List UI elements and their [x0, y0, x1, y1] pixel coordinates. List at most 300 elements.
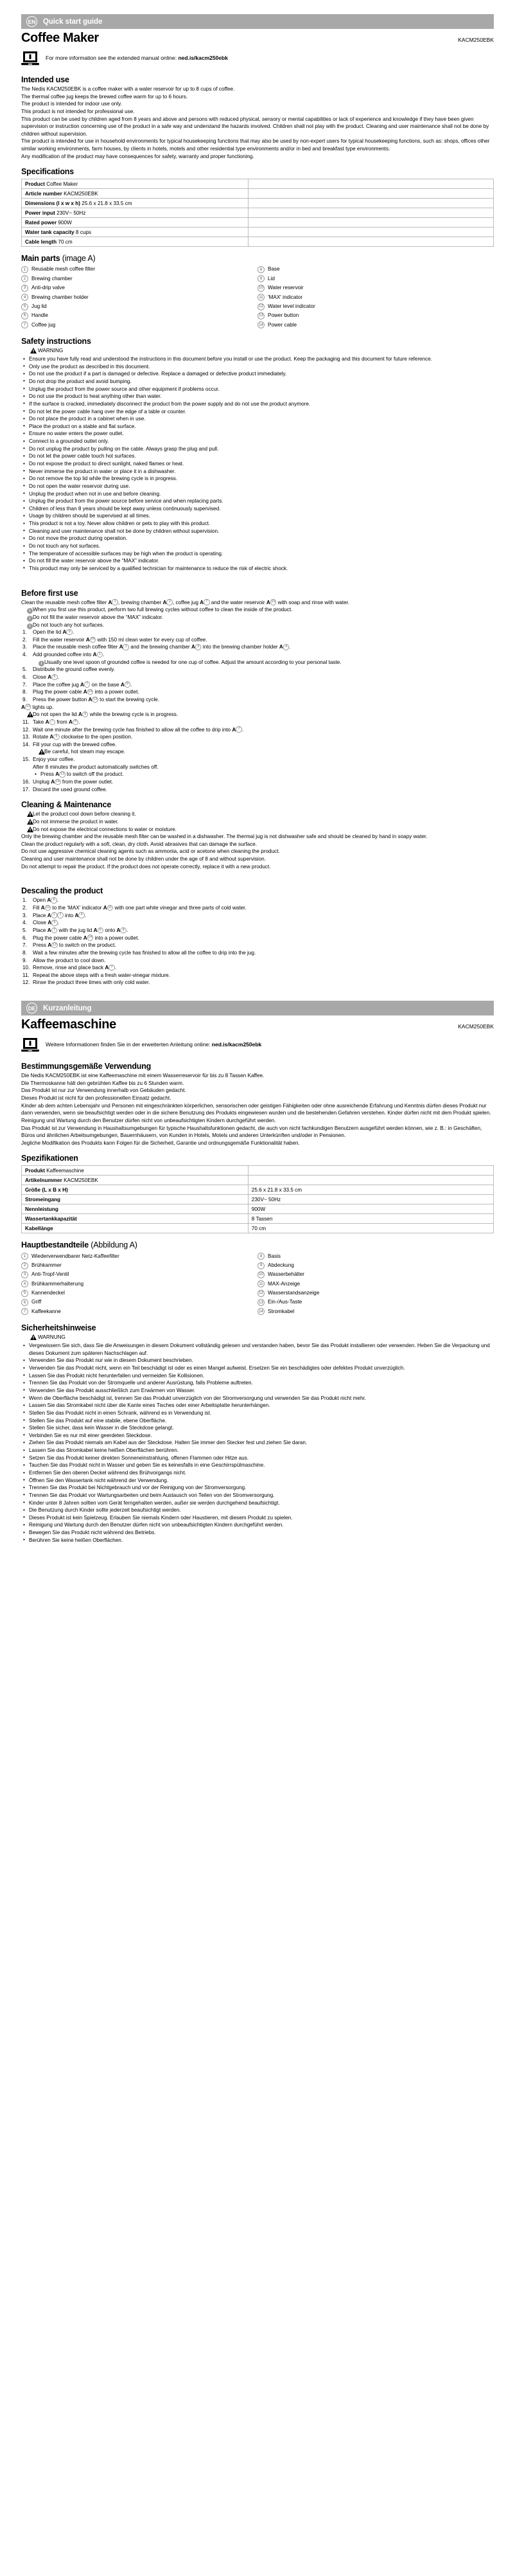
list-item: Wait one minute after the brewing cycle has finished to allow all the coffee to drip into A 7 . — [33, 726, 244, 733]
warning-triangle-icon — [30, 1334, 37, 1340]
safety-bullet-list-de — [21, 1342, 494, 1544]
list-item: • Do not let the power cable touch hot surfaces. — [21, 452, 494, 460]
language-section-de — [21, 1001, 494, 1544]
table-row — [22, 179, 494, 189]
table-row — [22, 1224, 494, 1233]
specifications-tbody-en — [22, 179, 494, 247]
warning-triangle-icon — [27, 827, 33, 835]
list-item: Distribute the ground coffee evenly. — [33, 666, 116, 673]
bfu-intro-part2: , brewing chamber — [118, 599, 163, 605]
list-item — [258, 321, 494, 330]
part-label: Anti-drip valve — [31, 285, 65, 291]
note-text: Do not immerse the product in water. — [33, 818, 119, 825]
spec-label: Power input — [25, 210, 55, 216]
list-item — [21, 311, 258, 320]
part-label: Lid — [268, 275, 275, 282]
warning-note: Do not open the lid A 9 while the brewing cycle is in progress. — [21, 711, 494, 719]
part-number: 6 — [21, 1299, 28, 1306]
warning-label-de: WARNUNG — [38, 1334, 65, 1341]
spec-value — [248, 1166, 493, 1176]
part-label: Jug lid — [31, 303, 47, 309]
intended-use-p7-de: Jegliche Modifikation des Produkts kann Folgen für die Sicherheit, Garantie und ordnungsgemäße Funktionalität haben. — [21, 1140, 300, 1146]
main-parts-list-en — [21, 265, 494, 330]
list-item — [21, 1261, 258, 1270]
part-label: Kaffeekanne — [31, 1308, 61, 1314]
heading-safety-de: Sicherheitshinweise — [21, 1323, 96, 1333]
before-first-use-intro-en: Clean the reusable mesh coffee filter A 1 , brewing chamber A 2 , coffee jug A 7 and the water reservoir A 10 with soap and rinse with water. — [21, 599, 350, 605]
heading-main-parts-en — [21, 254, 494, 263]
part-number: 11 — [258, 294, 265, 301]
info-icon: i — [39, 659, 44, 667]
part-number: 3 — [21, 285, 28, 292]
list-item — [258, 1270, 494, 1279]
online-manual-url-en: ned.is/kacm250ebk — [178, 55, 228, 61]
online-manual-row-en — [21, 51, 494, 66]
spec-value — [248, 1176, 493, 1185]
main-parts-column-left-en — [21, 265, 258, 330]
safety-bullet-list-en — [21, 355, 494, 573]
list-item: • Tauchen Sie das Produkt nicht in Wasser und geben Sie es keinesfalls in eine Geschirrspülmaschine. — [21, 1462, 494, 1469]
spec-label: Kabellänge — [25, 1225, 53, 1231]
spec-inline-value: 25.6 x 21.8 x 33.5 cm — [82, 200, 132, 206]
part-label: Kannendeckel — [31, 1290, 65, 1296]
spec-inline-value: KACM250EBK — [64, 1177, 98, 1183]
list-item: Plug the power cable A 14 into a power outlet. — [33, 689, 139, 695]
spacer — [21, 870, 494, 879]
spec-label: Nennleistung — [25, 1206, 58, 1212]
document-title-row-de — [21, 1017, 494, 1032]
part-number: 11 — [258, 1280, 265, 1287]
part-number: 12 — [258, 1290, 265, 1297]
spec-inline-value: 900W — [58, 219, 72, 226]
warning-note — [21, 826, 494, 834]
spec-value: 8 Tassen — [248, 1214, 493, 1224]
document-title-row-en — [21, 31, 494, 46]
intended-use-p1-de: Die Nedis KACM250EBK ist eine Kaffeemaschine mit einem Wasserreservoir für bis zu 8 Tassen Kaffee. — [21, 1073, 265, 1079]
spec-label: Produkt — [25, 1167, 45, 1174]
list-item: • Bewegen Sie das Produkt nicht während des Betriebs. — [21, 1529, 494, 1537]
list-item — [258, 283, 494, 292]
list-item: Press A 13 to switch on the product. — [33, 942, 116, 949]
list-item: Plug the power cable A 14 into a power outlet. — [33, 935, 139, 941]
spec-value — [248, 179, 493, 189]
list-item — [258, 302, 494, 311]
list-item: • Reinigung und Wartung durch den Benutzer dürfen nicht von unbeaufsichtigten Kindern durchgeführt werden. — [21, 1521, 494, 1529]
list-item — [21, 274, 258, 283]
table-row — [22, 218, 494, 228]
intended-use-p2-en: The thermal coffee jug keeps the brewed coffee warm for up to 6 hours. — [21, 93, 188, 100]
list-item: • Verwenden Sie das Produkt ausschließlich zum Erwärmen von Wasser. — [21, 1387, 494, 1395]
list-item: • Do not move the product during operation. — [21, 535, 494, 542]
lights-up-line-en: A 13 lights up. Do not open the lid A 9 while the brewing cycle is in progress. — [21, 704, 494, 719]
list-item: • Stellen Sie das Produkt auf eine stabile, ebene Oberfläche. — [21, 1417, 494, 1425]
note-text: Usually one level spoon of grounded coffee is needed for one cup of coffee. Adjust the amount according to your personal taste. — [44, 659, 342, 665]
heading-specifications-en: Specifications — [21, 167, 74, 177]
online-manual-row-de — [21, 1037, 494, 1053]
part-label: Brühkammer — [31, 1262, 62, 1268]
spec-label: Größe (L x B x H) — [25, 1186, 68, 1193]
intended-use-p1-en: The Nedis KACM250EBK is a coffee maker with a water reservoir for up to 8 cups of coffee. — [21, 86, 235, 92]
before-first-use-steps-en — [21, 629, 494, 793]
list-item — [258, 265, 494, 274]
table-row — [22, 1176, 494, 1185]
list-item: • Kinder unter 8 Jahren sollten vom Gerät ferngehalten werden, außer sie werden durchgehend beaufsichtigt. — [21, 1499, 494, 1507]
cleaning-p4-en: Cleaning and user maintenance shall not be done by children under the age of 8 and without supervision. — [21, 856, 266, 863]
spec-inline-value: Kaffeemaschine — [46, 1167, 84, 1174]
list-item — [258, 1307, 494, 1316]
list-item: • Die Benutzung durch Kinder sollte jederzeit beaufsichtigt werden. — [21, 1507, 494, 1514]
list-item: Take A 7 from A 8 . — [33, 719, 80, 725]
online-manual-url-de: ned.is/kacm250ebk — [211, 1041, 262, 1048]
heading-descaling-en: Descaling the product — [21, 886, 103, 896]
language-code-badge-en: EN — [26, 16, 37, 27]
list-item: Press the power button A 13 to start the brewing cycle. — [33, 696, 160, 702]
list-item: • Do not open the water reservoir during use. — [21, 483, 494, 490]
online-manual-prefix-de: Weitere Informationen finden Sie in der erweiterten Anleitung online: — [46, 1041, 212, 1048]
intended-use-p7-en: Any modification of the product may have consequences for safety, warranty and proper functioning. — [21, 153, 254, 159]
online-manual-text-en — [46, 51, 228, 62]
article-number-en: KACM250EBK — [458, 37, 494, 43]
part-number: 7 — [21, 321, 28, 328]
list-item — [21, 1251, 258, 1260]
list-item: • Usage by children should be supervised at all times. — [21, 512, 494, 520]
list-item: • Öffnen Sie den Wassertank nicht während der Verwendung. — [21, 1477, 494, 1485]
list-item: • Unplug the product from the power source before service and when replacing parts. — [21, 497, 494, 505]
spec-label: Product — [25, 181, 45, 187]
part-number: 8 — [258, 266, 265, 273]
list-item — [258, 311, 494, 320]
spacer — [21, 573, 494, 582]
warning-header-de — [30, 1334, 494, 1340]
list-item: • This product may only be serviced by a qualified technician for maintenance to reduce the risk of electric shock. — [21, 565, 494, 573]
list-item — [21, 1307, 258, 1316]
part-number: 4 — [21, 1280, 28, 1287]
note-text: Do not fill the water reservoir above the “MAX” indicator. — [33, 614, 163, 620]
spec-label: Cable length — [25, 238, 57, 245]
spec-value — [248, 199, 493, 208]
info-icon: i — [27, 614, 33, 622]
list-item — [21, 321, 258, 330]
main-parts-column-right-de — [258, 1251, 494, 1316]
table-row — [22, 1166, 494, 1176]
note-text: Do not expose the electrical connections to water or moisture. — [33, 826, 177, 832]
spec-inline-value: 70 cm — [58, 238, 73, 245]
list-item: • Connect to a grounded outlet only. — [21, 438, 494, 445]
table-row — [22, 228, 494, 237]
intended-use-p5-de: Kinder ab dem achten Lebensjahr und Personen mit eingeschränkten körperlichen, sensorischen oder geistigen Fähigkeiten oder ohne ausreichende Erfahrung und Kenntnis dürfen dieses Produkt nur dann verwenden, wenn sie beaufsichtigt werden oder in die sichere Benutzung des Produkts eingewiesen wurden und die bestehenden Gefahren verstehen. Kinder dürfen nicht mit dem Produkt spielen. Reinigung und Wartung durch den Benutzer dürfen nicht von unbeaufsichtigten Kindern durchgeführt werden. — [21, 1102, 491, 1123]
language-section-en — [21, 14, 494, 987]
info-note — [21, 622, 494, 629]
spec-value: 70 cm — [248, 1224, 493, 1233]
list-item: • Do not use the product if a part is damaged or defective. Replace a damaged or defective product immediately. — [21, 370, 494, 378]
list-item: • Entfernen Sie den oberen Deckel während des Brühvorgangs nicht. — [21, 1469, 494, 1477]
list-item — [258, 1289, 494, 1298]
list-item: Place the coffee jug A 7 on the base A 8 . — [33, 681, 132, 688]
list-item: • Trennen Sie das Produkt bei Nichtgebrauch und vor der Reinigung von der Stromversorgung. — [21, 1484, 494, 1492]
heading-specifications-de: Spezifikationen — [21, 1154, 78, 1163]
intended-use-p2-de: Die Thermoskanne hält den gebrühten Kaffee bis zu 6 Stunden warm. — [21, 1080, 184, 1086]
list-item: • Wenn die Oberfläche beschädigt ist, trennen Sie das Produkt unverzüglich von der Stromversorgung und verwenden Sie das Produkt nicht mehr. — [21, 1395, 494, 1402]
bfu-intro-part5: with soap and rinse with water. — [276, 599, 350, 605]
laptop-manual-icon — [21, 51, 39, 66]
list-item — [21, 265, 258, 274]
part-label: Ein-/Aus-Taste — [268, 1299, 302, 1305]
article-number-de: KACM250EBK — [458, 1023, 494, 1030]
part-number: 8 — [258, 1253, 265, 1260]
specifications-tbody-de — [22, 1166, 494, 1233]
intended-use-p6-de: Das Produkt ist zur Verwendung in Haushaltsumgebungen für typische Haushaltsfunktionen gedacht, die auch von nicht fachkundigen Benutzern ausgeführt werden können, wie z. B.: in Geschäften, Büros und ähnlichen Arbeitsumgebungen, Bauernhäusern, von Kunden in Hotels, Motels und anderen Unterkünften und/oder in Pensionen. — [21, 1125, 482, 1139]
guide-type-title-en: Quick start guide — [43, 17, 103, 26]
list-item: • Stellen Sie das Produkt nicht in einen Schrank, während es in Verwendung ist. — [21, 1409, 494, 1417]
guide-type-title-de: Kurzanleitung — [43, 1004, 92, 1012]
list-item: • Do not drop the product and avoid bumping. — [21, 378, 494, 386]
warning-note — [33, 748, 494, 756]
list-item: Open A 9 . — [33, 897, 59, 904]
part-label: Abdeckung — [268, 1262, 294, 1268]
part-label: Wiederverwendbarer Netz-Kaffeefilter — [31, 1253, 119, 1259]
cleaning-p1-en: Only the brewing chamber and the reusable mesh filter can be washed in a dishwasher. The thermal jug is not dishwasher safe and should be cleaned by hand in soapy water. — [21, 834, 428, 840]
part-label: Handle — [31, 312, 48, 319]
table-row — [22, 1204, 494, 1214]
table-row — [22, 1195, 494, 1204]
list-item: • Do not expose the product to direct sunlight, naked flames or heat. — [21, 460, 494, 468]
part-number: 6 — [21, 312, 28, 319]
list-item: • Verwenden Sie das Produkt nur wie in diesem Dokument beschrieben. — [21, 1357, 494, 1364]
cleaning-p2-en: Clean the product regularly with a soft, clean, dry cloth. Avoid abrasives that can damage the surface. — [21, 841, 258, 847]
spec-inline-value: 8 cups — [75, 229, 92, 235]
note-text: Be careful, hot steam may escape. — [44, 749, 126, 755]
auto-off-line-en: After 8 minutes the product automatically switches off. — [33, 764, 159, 770]
part-label: Brewing chamber holder — [31, 294, 89, 300]
spec-label: Article number — [25, 190, 62, 197]
bfu-intro-part3: , coffee jug — [172, 599, 200, 605]
list-item: • Place the product on a stable and flat surface. — [21, 423, 494, 431]
part-label: Stromkabel — [268, 1308, 295, 1314]
list-item: • Lassen Sie das Stromkabel keine heißen Oberflächen berühren. — [21, 1447, 494, 1454]
list-item: • Do not fill the water reservoir above the “MAX” indicator. — [21, 557, 494, 565]
list-item: Repeat the above steps with a fresh water-vinegar mixture. — [33, 972, 170, 978]
part-label: Coffee jug — [31, 321, 56, 328]
part-number: 7 — [21, 1308, 28, 1315]
part-number: 12 — [258, 303, 265, 310]
part-label: Brühkammerhalterung — [31, 1280, 84, 1287]
intended-use-p3-de: Das Produkt ist nur zur Verwendung innerhalb von Gebäuden gedacht. — [21, 1087, 186, 1094]
spec-value — [248, 237, 493, 247]
spec-value: 25.6 x 21.8 x 33.5 cm — [248, 1185, 493, 1195]
language-banner-en — [21, 14, 494, 29]
warning-note — [21, 818, 494, 826]
list-item: • Cleaning and user maintenance shall not be done by children without supervision. — [21, 528, 494, 535]
part-number: 13 — [258, 1299, 265, 1306]
list-item: Discard the used ground coffee. — [33, 786, 107, 792]
online-manual-prefix-en: For more information see the extended manual online: — [46, 55, 179, 61]
press-off-list-en — [33, 771, 494, 778]
warning-label-en: WARNING — [38, 348, 64, 354]
heading-before-first-use-en: Before first use — [21, 588, 78, 598]
list-item: Allow the product to cool down. — [33, 957, 106, 963]
page-title-de: Kaffeemaschine — [21, 1017, 116, 1032]
part-number: 2 — [21, 1262, 28, 1269]
language-code-badge-de: DE — [26, 1003, 37, 1014]
list-item: • Trennen Sie das Produkt vor Wartungsarbeiten und beim Austausch von Teilen von der Stromversorgung. — [21, 1492, 494, 1499]
list-item: Close A 9 . — [33, 674, 59, 681]
spec-inline-value: 230V~ 50Hz — [57, 210, 86, 216]
part-number: 1 — [21, 266, 28, 273]
spec-value — [248, 228, 493, 237]
list-item: Rotate A 5 clockwise to the open position. — [33, 734, 133, 740]
info-icon: i — [27, 622, 33, 630]
part-number: 14 — [258, 1308, 265, 1315]
part-label: Anti-Tropf-Ventil — [31, 1271, 69, 1278]
list-item — [21, 302, 258, 311]
list-item — [21, 293, 258, 302]
part-label: Griff — [31, 1299, 42, 1305]
spec-value — [248, 218, 493, 228]
list-item: • Do not place the product in a cabinet when in use. — [21, 415, 494, 423]
list-item: • Stellen Sie sicher, dass kein Wasser in die Steckdose gelangt. — [21, 1424, 494, 1432]
list-item: • The temperature of accessible surfaces may be high when the product is operating. — [21, 550, 494, 558]
list-item: • This product is not a toy. Never allow children or pets to play with this product. — [21, 520, 494, 528]
info-note — [21, 614, 494, 622]
list-item — [21, 1289, 258, 1298]
part-label: Water level indicator — [268, 303, 315, 309]
bfu-intro-part4: and the water reservoir — [209, 599, 266, 605]
list-item: Close A 9 . — [33, 920, 59, 926]
main-parts-heading-text-de: Hauptbestandteile — [21, 1240, 89, 1250]
list-item: • Ensure you have fully read and understood the instructions in this document before you install or use the product. Keep the packaging and this document for future reference. — [21, 355, 494, 363]
bfu-intro-part1: Clean the reusable mesh coffee filter — [21, 599, 109, 605]
specifications-table-en — [21, 179, 494, 247]
list-item: • Vergewissern Sie sich, dass Sie die Anweisungen in diesem Dokument vollständig gelesen und verstanden haben, bevor Sie das Produkt installieren oder verwenden. Heben Sie die Verpackung und dieses Dokument zum späteren Nachschlagen auf. — [21, 1342, 494, 1357]
page-title-en: Coffee Maker — [21, 31, 99, 45]
spec-value — [248, 208, 493, 218]
language-banner-de — [21, 1001, 494, 1015]
info-note — [33, 659, 494, 666]
list-item: • Children of less than 8 years should be kept away unless continuously supervised. — [21, 505, 494, 513]
warning-triangle-icon — [30, 348, 37, 353]
list-item: • Dieses Produkt ist kein Spielzeug. Erlauben Sie niemals Kindern oder Haustieren, mit diesem Produkt zu spielen. — [21, 1514, 494, 1522]
main-parts-image-ref-de: (Abbildung A) — [91, 1240, 137, 1250]
list-item: • Do not touch any hot surfaces. — [21, 542, 494, 550]
heading-cleaning-en: Cleaning & Maintenance — [21, 800, 112, 810]
part-label: Water reservoir — [268, 285, 304, 291]
list-item — [258, 293, 494, 302]
list-item — [258, 1298, 494, 1307]
list-item: • Do not unplug the product by pulling on the cable. Always grasp the plug and pull. — [21, 445, 494, 453]
intended-use-p4-en: This product is not intended for professional use. — [21, 108, 135, 114]
part-number: 10 — [258, 285, 265, 292]
main-parts-heading-text-en: Main parts — [21, 254, 60, 264]
list-item: Fill A 10 to the ‘MAX’ indicator A 11 with one part white vinegar and three parts of cold water. — [33, 905, 247, 911]
list-item: • Never immerse the product in water or place it in a dishwasher. — [21, 468, 494, 476]
main-parts-column-left-de — [21, 1251, 258, 1316]
part-number: 1 — [21, 1253, 28, 1260]
list-item: Place the reusable mesh coffee filter A 1 and the brewing chamber A 3 into the brewing chamber holder A 4 . — [33, 644, 291, 650]
spec-value — [248, 189, 493, 199]
list-item — [21, 1280, 258, 1289]
spec-value: 230V~ 50Hz — [248, 1195, 493, 1204]
descaling-steps-en — [21, 897, 494, 987]
list-item — [258, 1251, 494, 1260]
list-item — [258, 1261, 494, 1270]
part-label: Wasserbehälter — [268, 1271, 305, 1278]
list-item: Enjoy your coffee. After 8 minutes the product automatically switches off. • Press A 13 to switch off the product. — [21, 756, 494, 778]
list-item: Place A 7 with the jug lid A 5 onto A 8 . — [33, 927, 128, 933]
list-item: • Lassen Sie das Stromkabel nicht über die Kante eines Tisches oder einer Arbeitsplatte herunterhängen. — [21, 1402, 494, 1409]
intended-use-p3-en: The product is intended for indoor use only. — [21, 101, 122, 107]
list-item: • Unplug the product when not in use and before cleaning. — [21, 490, 494, 498]
table-row — [22, 208, 494, 218]
list-item: • Setzen Sie das Produkt keiner direkten Sonneneinstrahlung, offenen Flammen oder Hitze aus. — [21, 1454, 494, 1462]
spec-label: Rated power — [25, 219, 57, 226]
heading-main-parts-de — [21, 1240, 494, 1249]
list-item: • Ensure no water enters the power outlet. — [21, 430, 494, 438]
note-text: Do not touch any hot surfaces. — [33, 622, 105, 628]
list-item: Fill the water reservoir A 10 with 150 ml clean water for every cup of coffee. — [33, 636, 207, 643]
list-item: • Lassen Sie das Produkt nicht herunterfallen und vermeiden Sie Kollisionen. — [21, 1372, 494, 1380]
part-number: 10 — [258, 1271, 265, 1278]
part-number: 2 — [21, 275, 28, 282]
warning-note — [21, 810, 494, 818]
cleaning-p5-en: Do not attempt to repair the product. If the product does not operate correctly, replace it with a new product. — [21, 863, 271, 870]
spec-label: Dimensions (l x w x h) — [25, 200, 80, 206]
list-item — [258, 274, 494, 283]
part-number: 3 — [21, 1271, 28, 1278]
list-item — [21, 1298, 258, 1307]
part-label: Brewing chamber — [31, 275, 73, 282]
part-label: Power button — [268, 312, 299, 319]
part-number: 9 — [258, 275, 265, 282]
list-item: • If the surface is cracked, immediately disconnect the product from the power supply and do not use the product anymore. — [21, 400, 494, 408]
list-item: • Do not remove the top lid while the brewing cycle is in progress. — [21, 475, 494, 483]
warning-header-en — [30, 348, 494, 353]
part-number: 14 — [258, 321, 265, 328]
part-number: 13 — [258, 312, 265, 319]
part-number: 5 — [21, 303, 28, 310]
list-item: • Do not let the power cable hang over the edge of a table or counter. — [21, 408, 494, 416]
spacer — [21, 987, 494, 1001]
specifications-table-de — [21, 1165, 494, 1233]
list-item: Fill your cup with the brewed coffee. Be careful, hot steam may escape. — [21, 741, 494, 756]
spec-inline-value: KACM250EBK — [64, 190, 98, 197]
heading-intended-use-en: Intended use — [21, 75, 69, 84]
part-label: Base — [268, 266, 280, 273]
main-parts-image-ref-en: (image A) — [62, 254, 96, 264]
part-label: Wasserstandsanzeige — [268, 1290, 320, 1296]
table-row — [22, 189, 494, 199]
laptop-manual-icon — [21, 1037, 39, 1053]
list-item: Place A 1 2 into A 4 . — [33, 912, 87, 918]
spec-inline-value: Coffee Maker — [46, 181, 78, 187]
part-number: 9 — [258, 1262, 265, 1269]
heading-safety-en: Safety instructions — [21, 337, 91, 346]
intended-use-p5-en: This product can be used by children aged from 8 years and above and persons with reduced physical, sensory or mental capabilities or lack of experience and knowledge if they have been given supervision or instruction concerning use of the product in a safe way and understand the hazards involved. Children shall not play with the product. Cleaning and user maintenance shall not be done by children without supervision. — [21, 116, 489, 137]
note-text: When you first use this product, perform two full brewing cycles without coffee to clean the inside of the product. — [33, 607, 293, 613]
part-label: Reusable mesh coffee filter — [31, 266, 96, 273]
table-row — [22, 237, 494, 247]
list-item — [21, 283, 258, 292]
list-item: Unplug A 14 from the power outlet. — [33, 778, 114, 785]
list-item: Remove, rinse and place back A 7 . — [33, 965, 117, 971]
note-text: Let the product cool down before cleaning it. — [33, 811, 136, 818]
list-item: Rinse the product three times with only cold water. — [33, 979, 150, 986]
list-item: • Trennen Sie das Produkt von der Stromquelle und anderer Ausrüstung, falls Probleme auftreten. — [21, 1379, 494, 1387]
part-number: 5 — [21, 1290, 28, 1297]
list-item: • Unplug the product from the power source and other equipment if problems occur. — [21, 386, 494, 393]
list-item — [21, 1270, 258, 1279]
info-note — [21, 606, 494, 614]
list-item: • Berühren Sie keine heißen Oberflächen. — [21, 1537, 494, 1544]
